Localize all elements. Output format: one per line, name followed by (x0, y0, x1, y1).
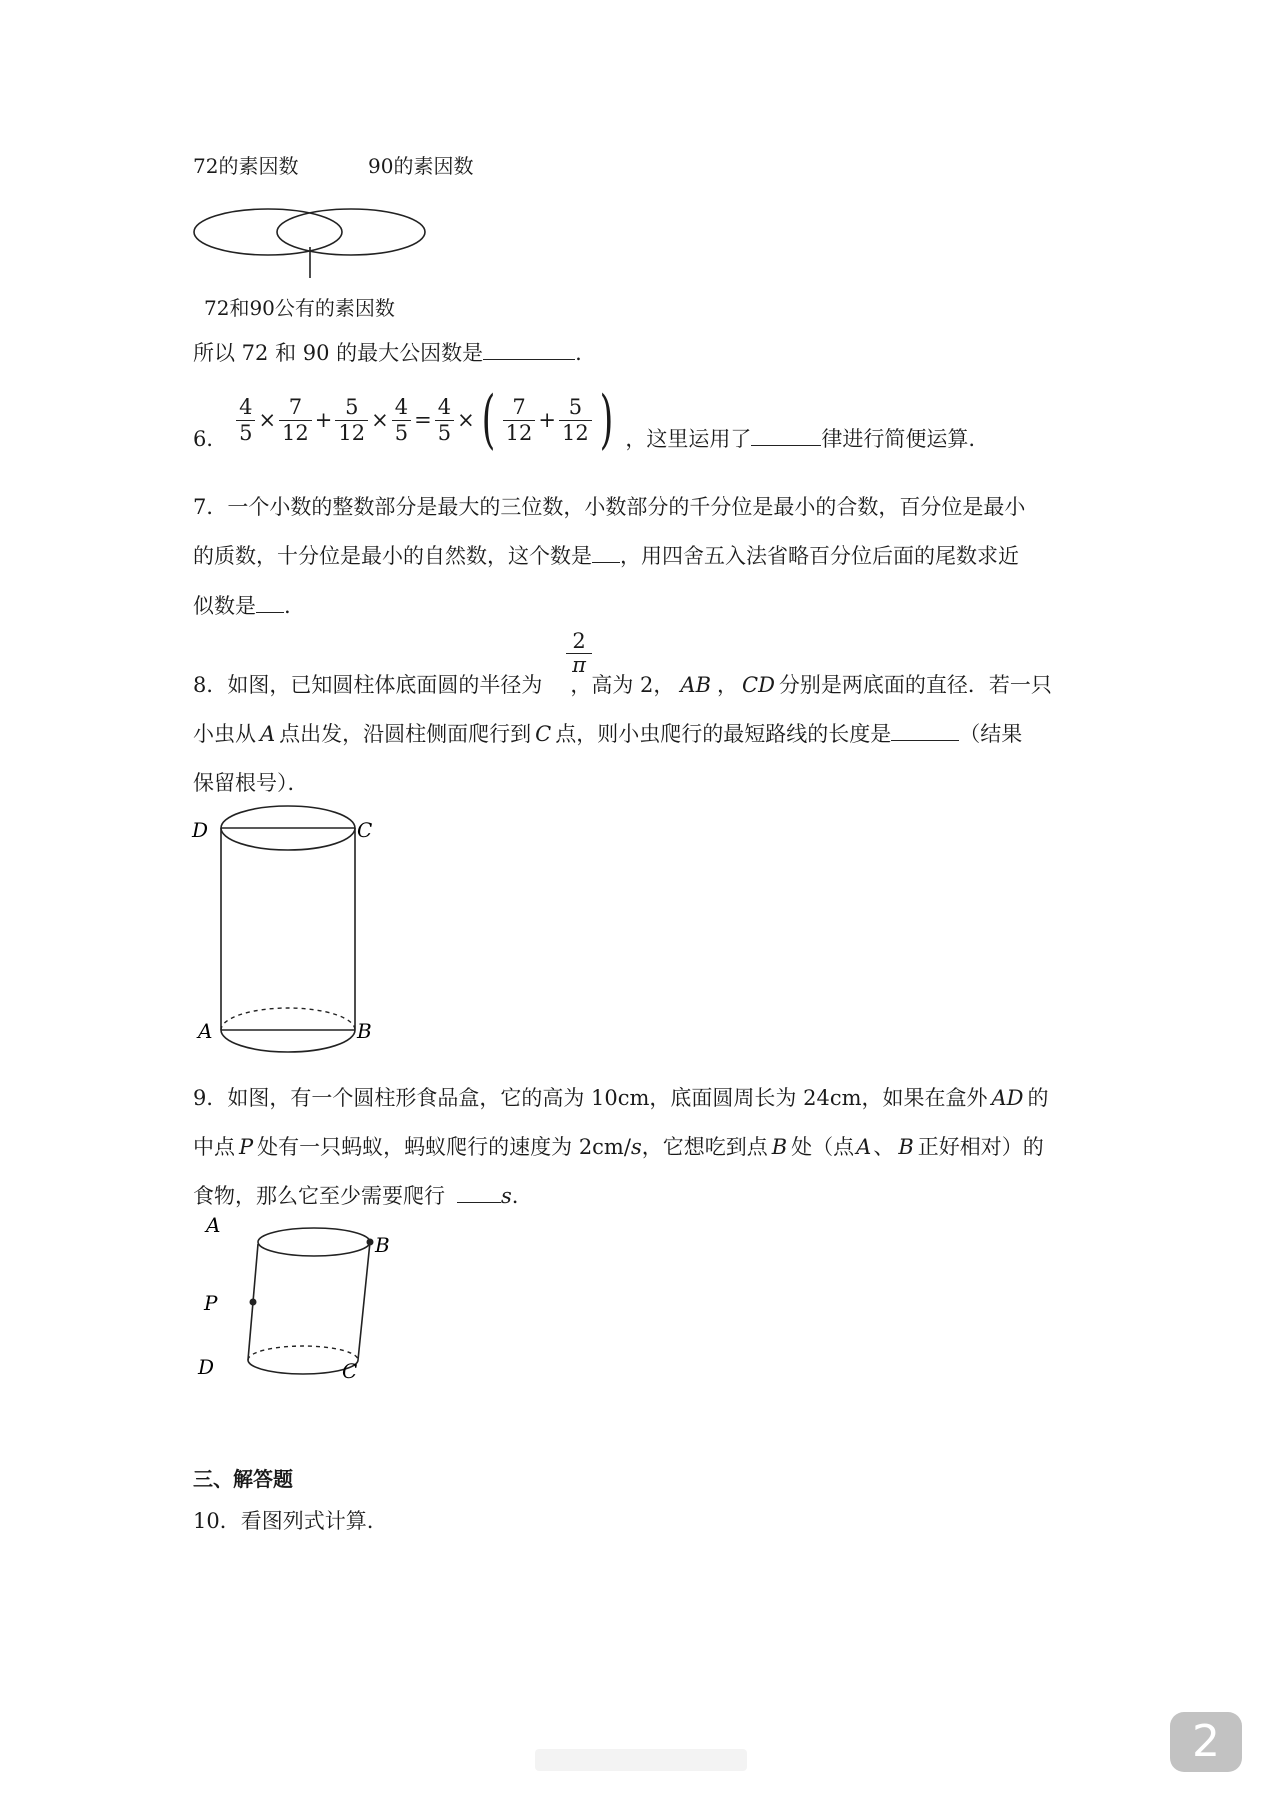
q6-frac-2: $\frac{7}{12}$ (279, 395, 312, 444)
q9-point-b (367, 1239, 374, 1246)
equals-sign: = (414, 408, 432, 432)
q8-label-c: C (357, 818, 373, 842)
q6-number: 6． (193, 427, 228, 451)
q9-line-3: 食物，那么它至少需要爬行 s. (193, 1184, 519, 1208)
q6-frac-3: $\frac{5}{12}$ (335, 395, 368, 444)
q5-answer-line (193, 337, 582, 367)
q8-bottom-front-arc (221, 1030, 355, 1052)
q8-segment-cd: CD (742, 673, 775, 697)
q9-point-p (250, 1299, 257, 1306)
q8-segment-ab: AB (680, 673, 712, 697)
q6-text: ，这里运用了 律进行简便运算. (625, 427, 976, 451)
q9-line-1: 9．如图，有一个圆柱形食品盒，它的高为 10cm，底面圆周长为 24cm，如果在盒外 AD 的 (193, 1086, 1049, 1110)
q9-label-c: C (342, 1359, 358, 1383)
q7-line-3: 似数是 . (193, 594, 291, 618)
q8-label-d: D (192, 818, 209, 842)
left-paren: ( (481, 383, 496, 457)
q6-frac-6: $\frac{7}{12}$ (503, 395, 536, 444)
q8-answer-blank[interactable] (891, 722, 959, 741)
times-sign: × (457, 408, 475, 432)
q5-period: . (575, 341, 582, 365)
q9-label-d: D (198, 1355, 215, 1379)
q6-frac-5: $\frac{4}{5}$ (435, 395, 454, 444)
q10-prompt: 10．看图列式计算. (193, 1509, 374, 1533)
q6-answer-blank[interactable] (751, 427, 821, 446)
q9-line-2: 中点 P 处有一只蚂蚁，蚂蚁爬行的速度为 2cm/s，它想吃到点 B 处（点A、 B 正好相对）的 (193, 1135, 1044, 1159)
section-heading: 三、解答题 (193, 1467, 293, 1491)
q8-bottom-back-arc (221, 1008, 355, 1030)
q9-label-p: P (204, 1291, 218, 1315)
q6-line (193, 383, 976, 460)
q7-line-2: 的质数，十分位是最小的自然数，这个数是 ，用四舍五入法省略百分位后面的尾数求近 (193, 544, 1019, 568)
plus-sign: + (314, 408, 333, 432)
q8-frac-denominator: π (572, 653, 586, 678)
venn-label-left: 72的素因数 (193, 154, 299, 178)
times-sign: × (371, 408, 389, 432)
venn-label-right: 90的素因数 (368, 154, 474, 178)
plus-sign: + (538, 408, 557, 432)
page-number-badge: 2 (1170, 1712, 1242, 1772)
q7-answer-blank-1[interactable] (592, 544, 620, 563)
bottom-scroll-indicator (535, 1749, 747, 1771)
venn-right-ellipse (277, 209, 425, 255)
q5-text: 所以 72 和 90 的最大公因数是 (193, 341, 484, 365)
q6-frac-1: $\frac{4}{5}$ (236, 395, 255, 444)
venn-left-ellipse (194, 209, 342, 255)
q9-label-b: B (375, 1233, 390, 1257)
q8-label-b: B (357, 1019, 372, 1043)
times-sign: × (258, 408, 277, 432)
q9-answer-blank[interactable] (457, 1184, 501, 1203)
q5-answer-blank[interactable] (483, 341, 575, 360)
right-paren: ) (599, 383, 614, 457)
q6-frac-7: $\frac{5}{12}$ (559, 395, 592, 444)
q8-line-3: 保留根号）． (193, 771, 309, 795)
venn-diagram (190, 198, 440, 288)
q6-frac-4: $\frac{4}{5}$ (392, 395, 411, 444)
venn-label-common: 72和90公有的素因数 (204, 296, 395, 320)
q8-cylinder-figure (190, 800, 380, 1070)
q8-line-2: 小虫从 A 点出发，沿圆柱侧面爬行到 C 点，则小虫爬行的最短路线的长度是 （结果 (193, 722, 1023, 746)
q9-right-side (358, 1242, 370, 1360)
q7-line-1: 7．一个小数的整数部分是最大的三位数，小数部分的千分位是最小的合数，百分位是最小 (193, 495, 1026, 519)
q9-bottom-back-arc (248, 1346, 358, 1360)
q9-label-a: A (206, 1213, 221, 1237)
q8-frac-numerator: 2 (566, 630, 592, 654)
q9-top-ellipse (258, 1228, 370, 1256)
q8-line-1: 8．如图，已知圆柱体底面圆的半径为 ，高为 2， AB ， CD 分别是两底面的直径．若一只 (193, 673, 1052, 697)
q9-cylinder-figure (190, 1210, 390, 1390)
q8-label-a: A (198, 1019, 213, 1043)
q7-answer-blank-2[interactable] (256, 594, 284, 613)
